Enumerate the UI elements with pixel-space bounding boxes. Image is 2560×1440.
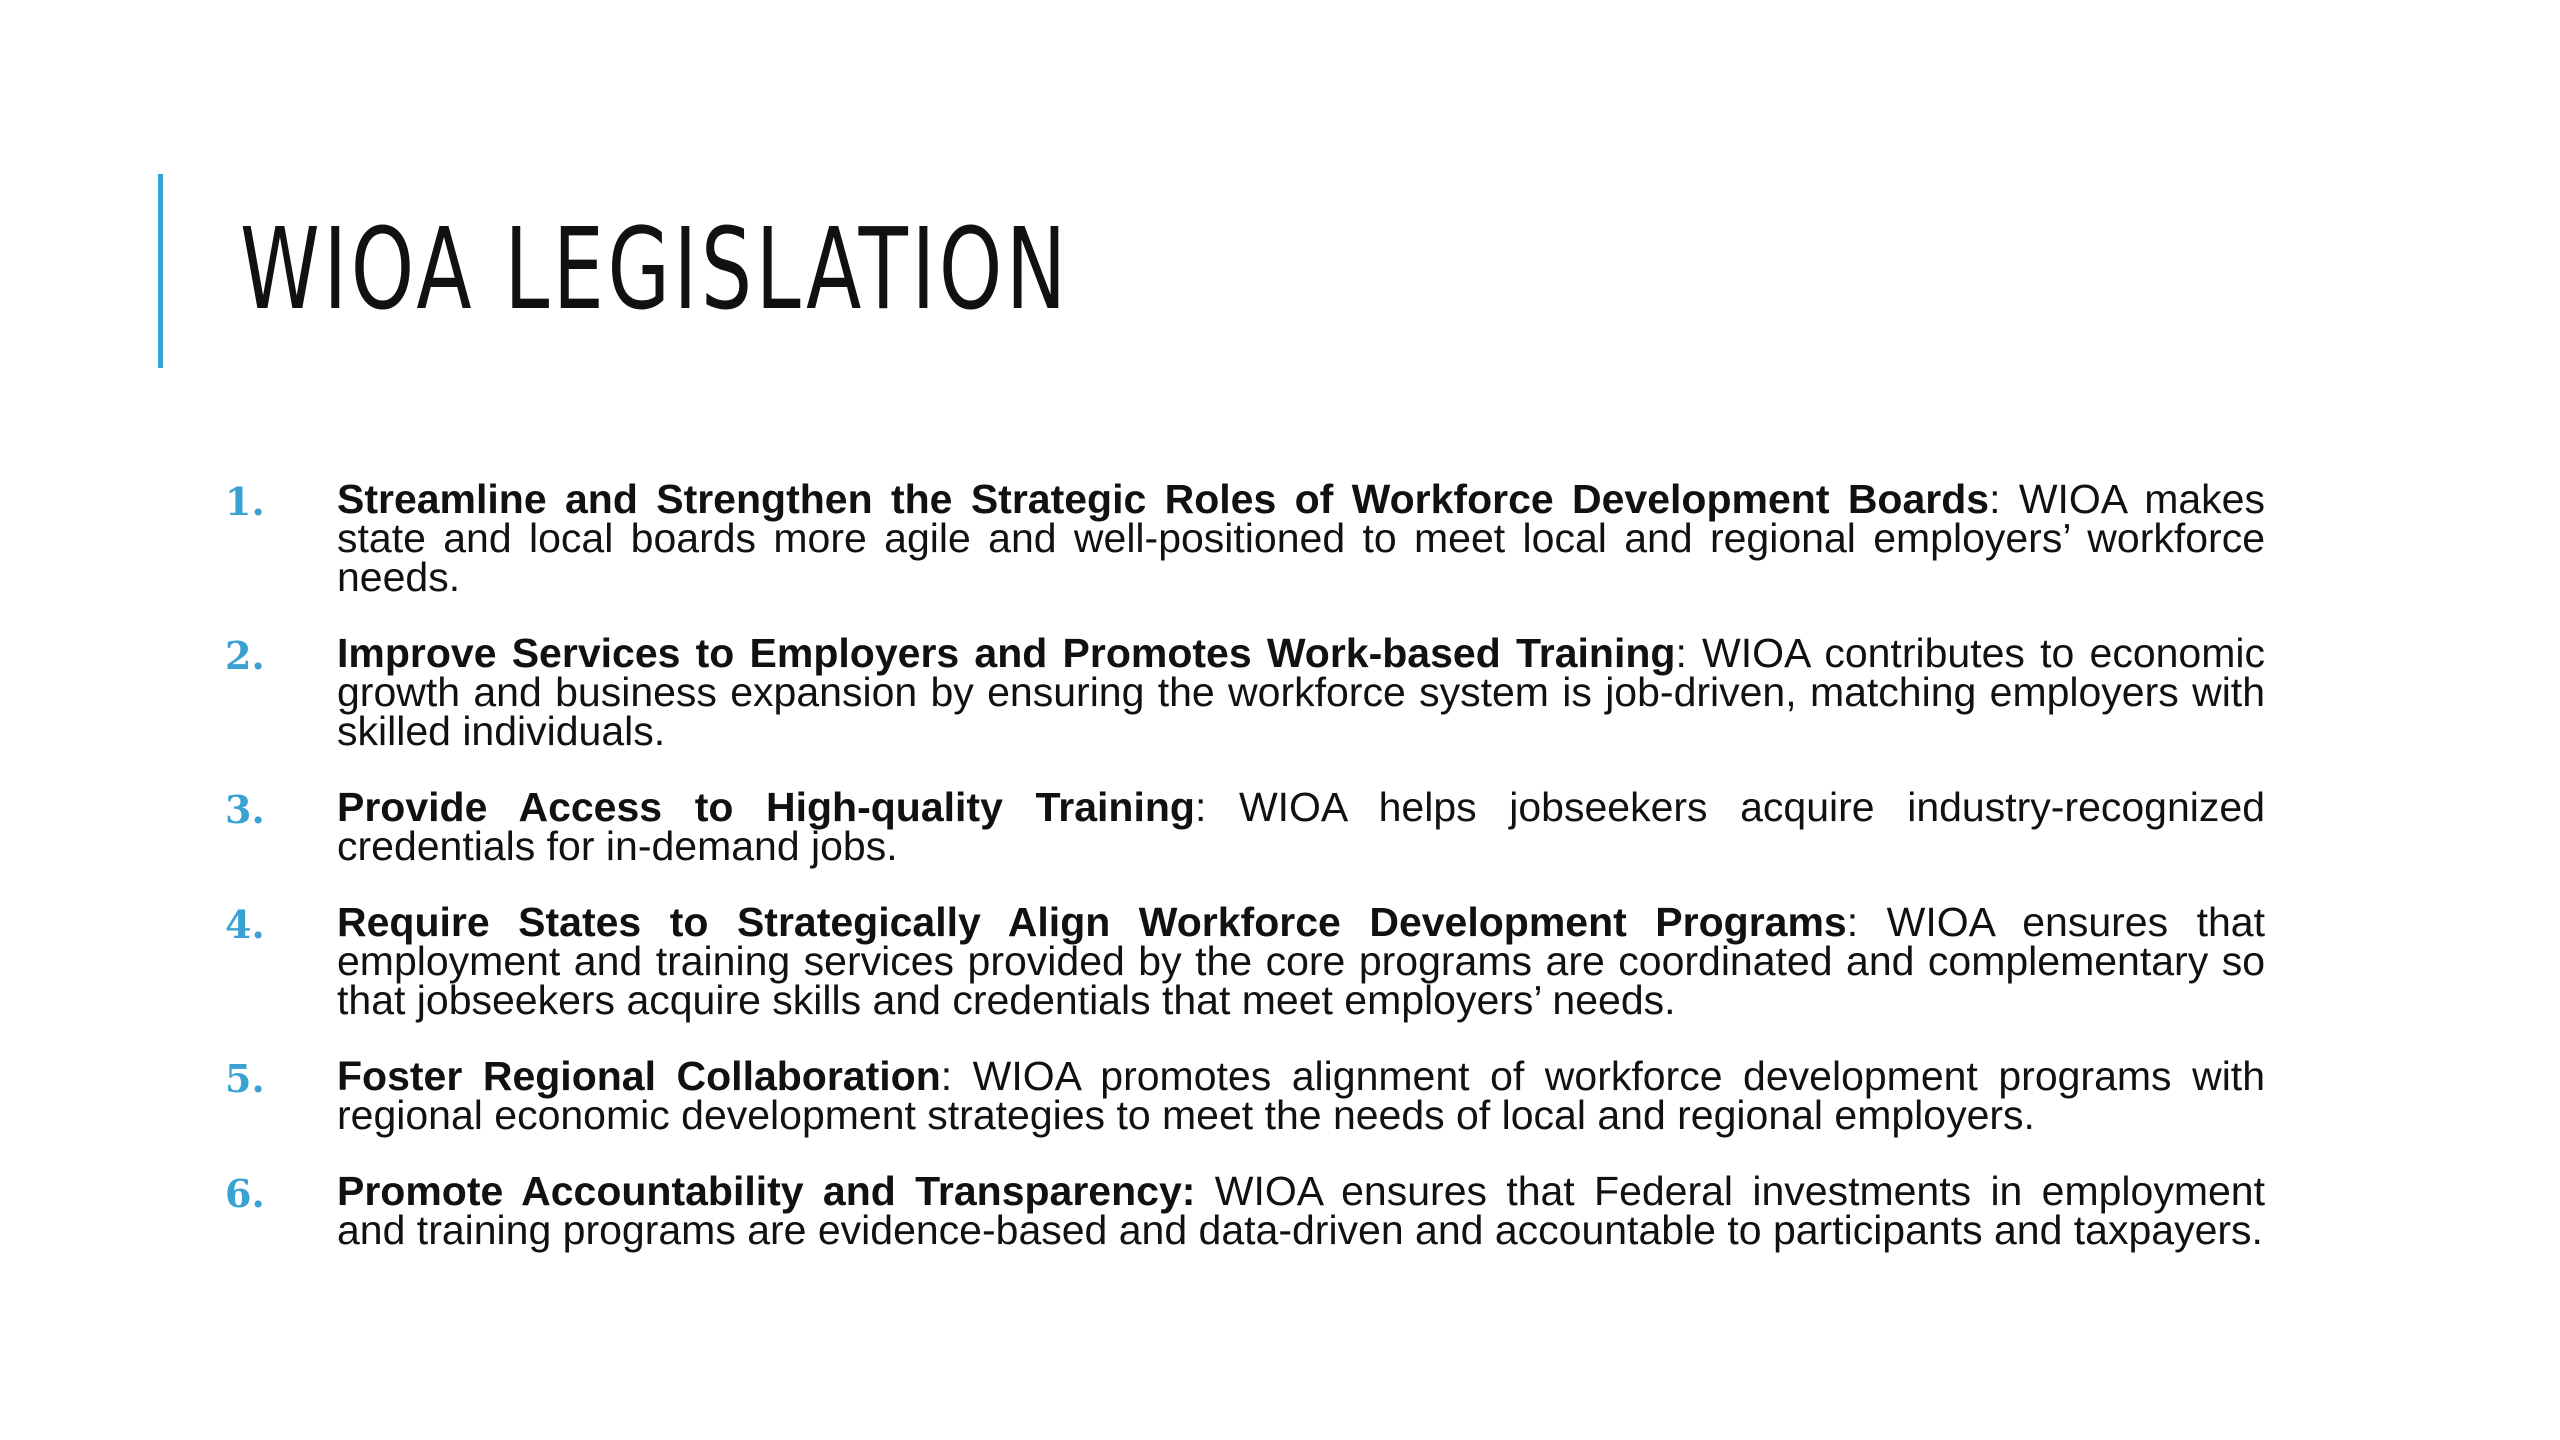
list-item-body: : WIOA promotes alignment of workforce development programs with regional economic development strategies to meet the needs of local and regional employers. <box>337 1053 2265 1138</box>
list-item-body: : WIOA makes state and local boards more agile and well-positioned to meet local and regional employers’ workforce needs. <box>337 476 2265 600</box>
list-item-body: : WIOA ensures that employment and training services provided by the core programs are coordinated and complementary so that jobseekers acquire skills and credentials that meet employers’ needs. <box>337 899 2265 1023</box>
list-item-number: 2. <box>225 633 265 678</box>
list-item-number: 4. <box>225 902 265 947</box>
list-item-body: : WIOA helps jobseekers acquire industry-recognized credentials for in-demand jobs. <box>337 784 2265 869</box>
list-item <box>225 784 2265 869</box>
list-item-number: 1. <box>225 479 265 524</box>
list-item-number: 3. <box>225 787 265 832</box>
list-item-heading: Promote Accountability and Transparency: <box>337 1168 1196 1214</box>
slide-title: WIOA LEGISLATION <box>240 205 1070 335</box>
list-item-number: 5. <box>225 1056 265 1101</box>
list-item <box>225 1053 2265 1138</box>
list-item-body: WIOA ensures that Federal investments in employment and training programs are evidence-based and data-driven and accountable to participants and taxpayers. <box>337 1168 2265 1253</box>
list-item <box>225 1168 2265 1253</box>
list-item-heading: Foster Regional Collaboration <box>337 1053 941 1099</box>
list-item-heading: Provide Access to High-quality Training <box>337 784 1195 830</box>
list-item <box>225 476 2265 600</box>
list-item <box>225 899 2265 1023</box>
list-item-number: 6. <box>225 1171 265 1216</box>
title-accent-bar <box>158 174 163 368</box>
list-item-heading: Streamline and Strengthen the Strategic Roles of Workforce Development Boards <box>337 476 1990 522</box>
list-item-body: : WIOA contributes to economic growth and business expansion by ensuring the workforce system is job-driven, matching employers with skilled individuals. <box>337 630 2265 754</box>
list-item-heading: Require States to Strategically Align Workforce Development Programs <box>337 899 1847 945</box>
list-item-heading: Improve Services to Employers and Promotes Work-based Training <box>337 630 1676 676</box>
legislation-list <box>225 476 2265 1287</box>
list-item <box>225 630 2265 754</box>
